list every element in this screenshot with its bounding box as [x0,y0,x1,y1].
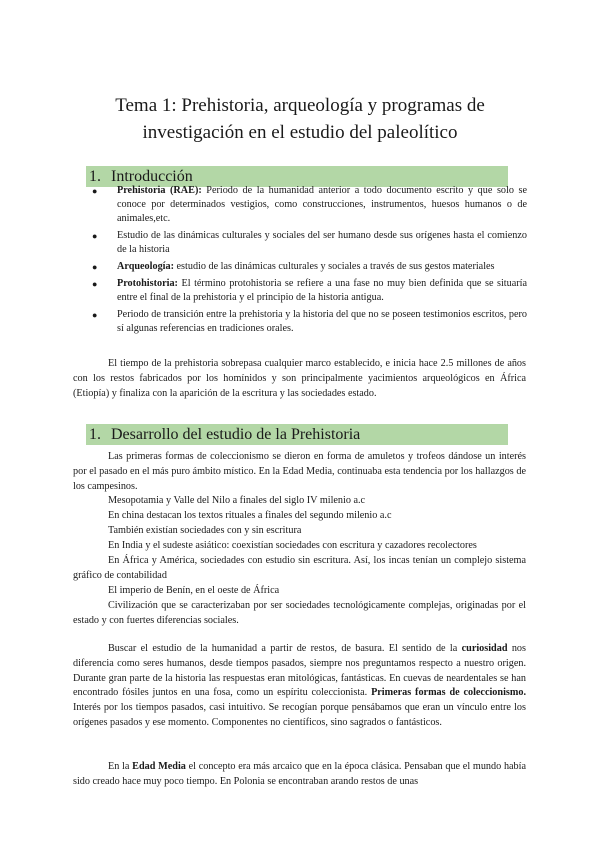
list-item: Mesopotamia y Valle del Nilo a finales del siglo IV milenio a.c [108,495,366,506]
list-item: En china destacan los textos rituales a finales del segundo milenio a.c [108,510,392,521]
definition: estudio de las dinámicas culturales y sociales a través de sus gestos materiales [173,261,495,272]
document-title [60,92,540,146]
list-item [92,277,527,305]
curiosity-paragraph: Buscar el estudio de la humanidad a partir de restos, de basura. El sentido de la curiosidad nos diferencia como seres humanos, desde tiempos pasados, siempre nos preguntamos respecto a nuestro origen. Durante gran parte de la historia las respuestas eran mitológicas, fantásticas. En cuevas de neardentales se han encontrado fósiles juntos en una fosa, como un espíritu coleccionista. Primeras formas de coleccionismo. Interés por los tiempos pasados, casi intuitivo. Se recogían porque pensábamos que eran un vínculo entre los orígenes pasados y ese momento. Componentes no científicos, sino sagrados o fantásticos. [73,643,526,728]
term: Prehistoria (RAE): [117,185,202,196]
list-item: También existían sociedades con y sin escritura [108,525,302,536]
title-line-2: investigación en el estudio del paleolítico [142,122,458,143]
bullet-icon: ● [92,231,98,241]
list-item [92,229,527,257]
definition: Periodo de transición entre la prehistoria y la historia del que no se poseen testimonios escritos, pero sí algunas referencias en tradiciones orales. [117,309,527,334]
section-heading-desarrollo [86,424,508,445]
intro-paragraph: El tiempo de la prehistoria sobrepasa cualquier marco establecido, e inicia hace 2.5 millones de años con los restos fabricados por los homínidos y son principalmente yacimientos arqueológicos en África (Etiopía) y finaliza con la aparición de la escritura y las sociedades estado. [73,358,526,399]
america-paragraph: En África y América, sociedades con estudio sin escritura. Así, los incas tenían un complejo sistema gráfico de contabilidad [73,555,526,581]
section-number: 1. [89,426,101,443]
term: Arqueología: [117,261,174,272]
definition: Periodo de la humanidad anterior a todo documento escrito y que solo se conoce por determinados vestigios, como construcciones, instrumentos, huesos humanos o de animales,etc. [117,185,527,224]
bold-term: Edad Media [132,761,186,772]
list-item [92,308,527,336]
definition: Estudio de las dinámicas culturales y sociales del ser humano desde sus orígenes hasta el comienzo de la historia [117,230,527,255]
bold-term: curiosidad [461,643,508,654]
bullet-icon: ● [92,279,98,289]
middle-ages-paragraph: En la Edad Media el concepto era más arcaico que en la época clásica. Pensaban que el mundo había sido creado hace muy poco tiempo. En Polonia se encontraban arando restos de unas [73,761,527,787]
list-item [92,184,527,226]
bold-term: Primeras formas de coleccionismo. [371,687,526,699]
collecting-paragraph: Las primeras formas de coleccionismo se dieron en forma de amuletos y trofeos dándose un interés por el pasado en el más puro ámbito místico. En la Edad Media, continuaba esta tendencia por los hallazgos de los campesinos. [73,451,526,492]
bullet-icon: ● [92,262,98,272]
list-item: El imperio de Benín, en el oeste de África [108,585,280,596]
definitions-list [92,184,527,339]
section-heading-text: Introducción [111,168,193,185]
list-item: En India y el sudeste asiático: coexistían sociedades con escritura y cazadores recolectores [108,540,477,551]
section-number: 1. [89,168,101,185]
bullet-icon: ● [92,186,98,196]
civilization-paragraph: Civilización que se caracterizaban por ser sociedades tecnológicamente complejas, originadas por el estado y con fuertes diferencias sociales. [73,600,526,626]
term: Protohistoria: [117,278,178,289]
list-item [92,260,527,274]
title-line-1: Tema 1: Prehistoria, arqueología y programas de [115,95,485,116]
bullet-icon: ● [92,310,98,320]
definition: El término protohistoria se refiere a una fase no muy bien definida que se situaría entre el final de la prehistoria y el principio de la historia antigua. [117,278,527,303]
section-heading-text: Desarrollo del estudio de la Prehistoria [111,426,361,443]
